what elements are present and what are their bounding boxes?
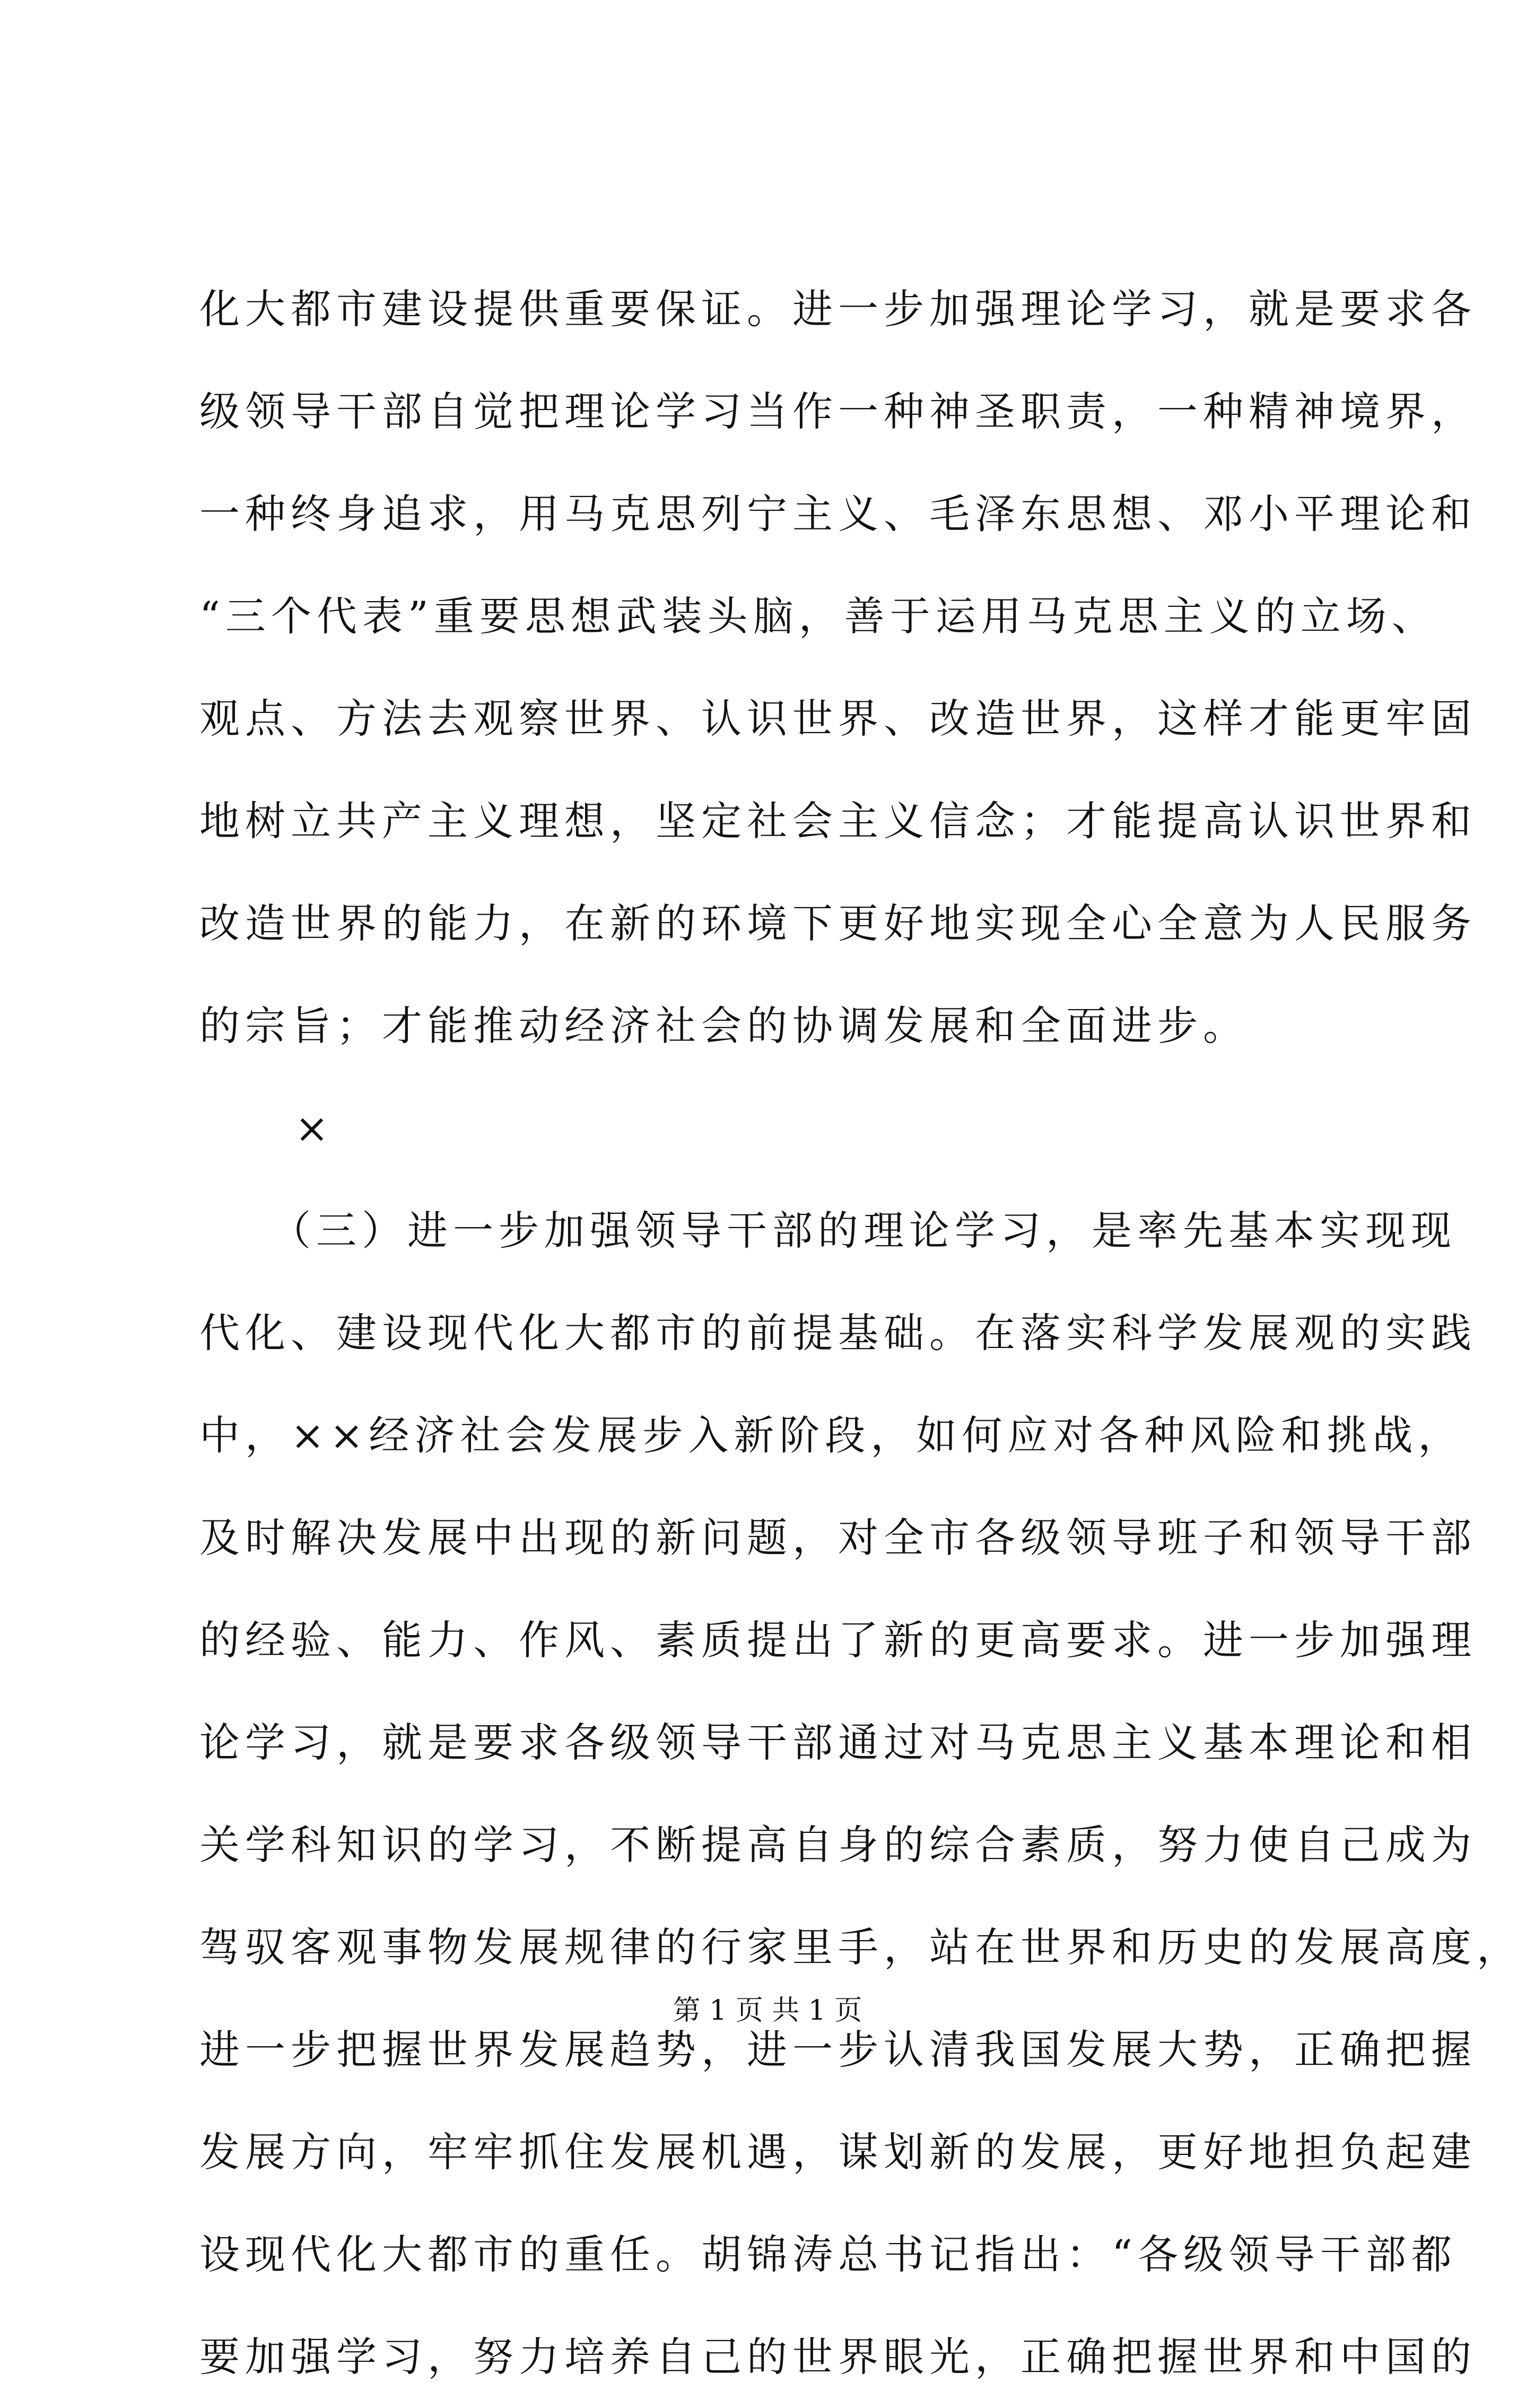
text-line: 发展方向，牢牢抓住发展机遇，谋划新的发展，更好地担负起建 — [199, 2128, 1477, 2176]
text-line: 代化、建设现代化大都市的前提基础。在落实科学发展观的实践 — [199, 1309, 1477, 1357]
text-line: 设现代化大都市的重任。胡锦涛总书记指出：“各级领导干部都 — [199, 2231, 1457, 2278]
text-line: 的经验、能力、作风、素质提出了新的更高要求。进一步加强理 — [199, 1616, 1477, 1664]
text-line: 观点、方法去观察世界、认识世界、改造世界，这样才能更牢固 — [199, 695, 1477, 742]
text-line: 进一步把握世界发展趋势，进一步认清我国发展大势，正确把握 — [199, 2026, 1477, 2073]
text-line: “三个代表”重要思想武装头脑，善于运用马克思主义的立场、 — [199, 593, 1437, 640]
text-line: 一种终身追求，用马克思列宁主义、毛泽东思想、邓小平理论和 — [199, 490, 1477, 537]
text-line: 改造世界的能力，在新的环境下更好地实现全心全意为人民服务 — [199, 900, 1477, 947]
cross-mark: × — [295, 1105, 329, 1152]
text-line: 级领导干部自觉把理论学习当作一种神圣职责，一种精神境界， — [199, 388, 1477, 435]
text-line: 要加强学习，努力培养自己的世界眼光，正确把握世界和中国的 — [199, 2333, 1477, 2380]
text-line: 地树立共产主义理想，坚定社会主义信念；才能提高认识世界和 — [199, 797, 1477, 845]
page-footer: 第 1 页 共 1 页 — [673, 1995, 862, 2027]
text-line: 的宗旨；才能推动经济社会的协调发展和全面进步。 — [199, 1002, 1249, 1049]
text-line: 驾驭客观事物发展规律的行家里手，站在世界和历史的发展高度， — [199, 1924, 1522, 1971]
text-line: 化大都市建设提供重要保证。进一步加强理论学习，就是要求各 — [199, 285, 1477, 333]
text-line: 中，××经济社会发展步入新阶段，如何应对各种风险和挑战， — [199, 1412, 1464, 1459]
text-line: 关学科知识的学习，不断提高自身的综合素质，努力使自己成为 — [199, 1821, 1477, 1868]
text-line: 及时解决发展中出现的新问题，对全市各级领导班子和领导干部 — [199, 1514, 1477, 1561]
text-line: （三）进一步加强领导干部的理论学习，是率先基本实现现 — [199, 1207, 1456, 1254]
text-line: 论学习，就是要求各级领导干部通过对马克思主义基本理论和相 — [199, 1719, 1477, 1766]
body-text — [199, 258, 1522, 2408]
